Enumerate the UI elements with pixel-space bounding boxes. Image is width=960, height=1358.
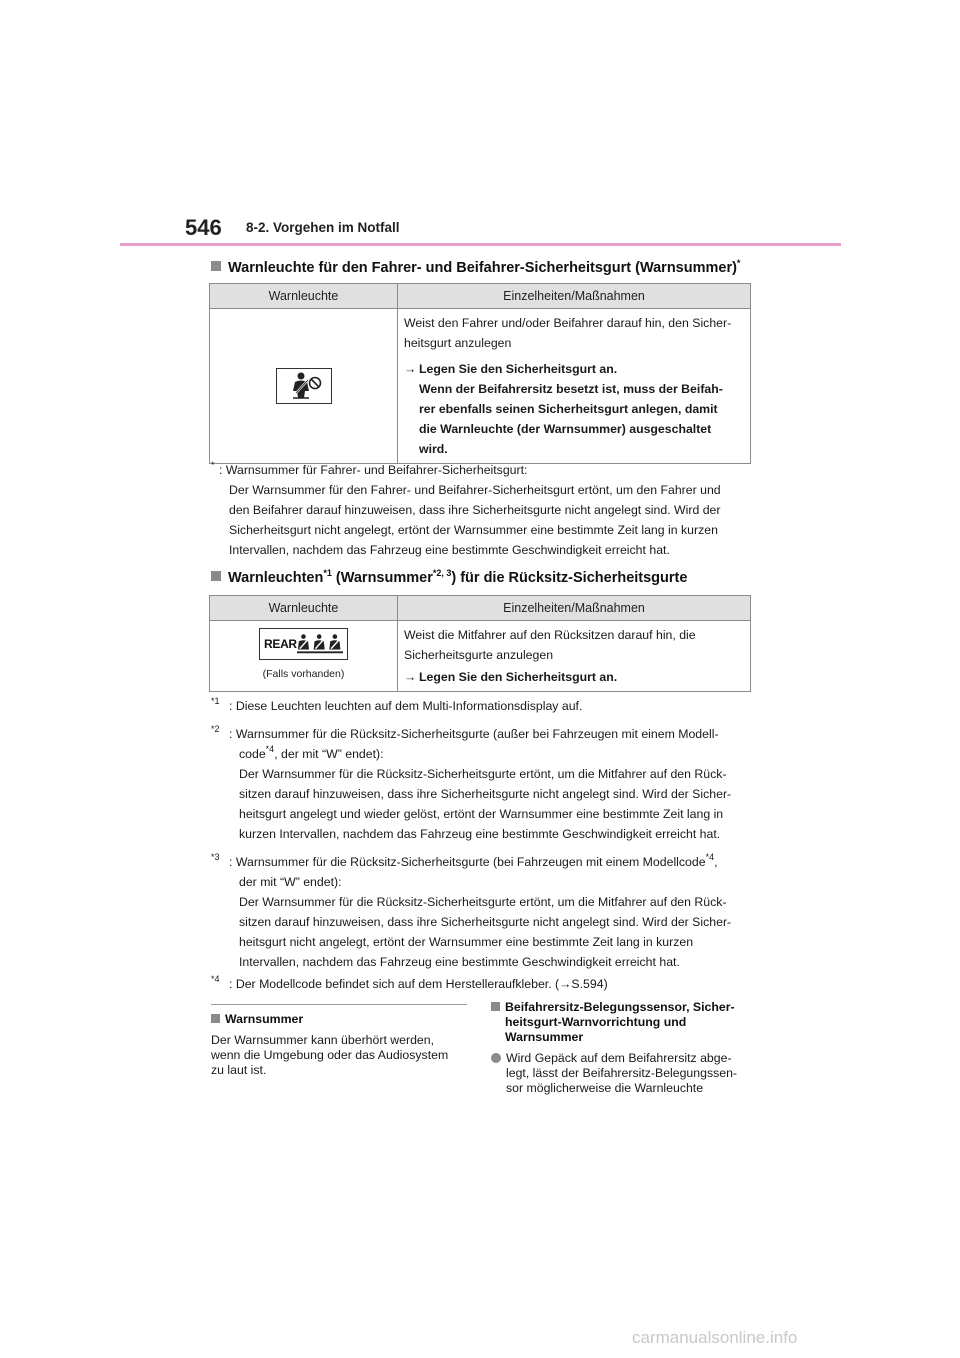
text-line: legt, lässt der Beifahrersitz-Belegungssen-: [506, 1066, 738, 1080]
square-bullet-icon: [211, 261, 221, 271]
footnote-line: heitsgurt nicht angelegt, ertönt der Warnsummer eine bestimmte Zeit lang in kurzen: [239, 935, 694, 949]
footnote-line-with-ref: [239, 744, 756, 764]
footnote-line: : Warnsummer für Fahrer- und Beifahrer-Sicherheitsgurt:: [219, 463, 528, 477]
warnsummer-text: [211, 1033, 448, 1078]
text-line: zu laut ist.: [211, 1063, 267, 1077]
action-line: [404, 359, 744, 379]
footnote-ref: *: [736, 258, 741, 268]
section-heading-rear: [211, 570, 687, 586]
text-line: Wird Gepäck auf dem Beifahrersitz abge-: [506, 1051, 732, 1065]
sensor-heading: [491, 1000, 735, 1045]
action-detail: rer ebenfalls seinen Sicherheitsgurt anlegen, damit: [419, 402, 718, 416]
footnote-mark: *2: [211, 724, 220, 734]
action-detail: wird.: [419, 442, 448, 456]
column-header-details: Einzelheiten/Maßnahmen: [398, 596, 751, 621]
warning-table-front: [209, 283, 751, 464]
indicator-cell: [210, 621, 398, 692]
sensor-bullet: [491, 1051, 737, 1096]
footnote-ref: *4: [705, 852, 715, 862]
heading-text: Beifahrersitz-Belegungssensor, Sicher-: [505, 1000, 735, 1014]
column-header-warnleuchte: Warnleuchte: [210, 596, 398, 621]
column-header-warnleuchte: Warnleuchte: [210, 284, 398, 309]
footnote-text: : Diese Leuchten leuchten auf dem Multi-Informationsdisplay auf.: [229, 699, 583, 713]
indicator-cell: [210, 309, 398, 464]
footnote-line: Intervallen, nachdem das Fahrzeug eine bestimmte Geschwindigkeit erreicht hat.: [229, 543, 670, 557]
footnote-line: Der Warnsummer für die Rücksitz-Sicherheitsgurte ertönt, um die Mitfahrer auf den Rück-: [239, 767, 727, 781]
text-line: Der Warnsummer kann überhört werden,: [211, 1033, 435, 1047]
footnote-line: der mit “W” endet):: [239, 875, 342, 889]
column-header-details: Einzelheiten/Maßnahmen: [398, 284, 751, 309]
footnote-mark: *: [211, 460, 215, 470]
footnote-text-part: : Warnsummer für die Rücksitz-Sicherheitsgurte (bei Fahrzeugen mit einem Modellcode: [229, 855, 706, 869]
chapter-title: 8-2. Vorgehen im Notfall: [246, 220, 400, 235]
footnote-mark: *3: [211, 852, 220, 862]
footnote-line: sitzen darauf hinzuweisen, dass ihre Sicherheitsgurte nicht angelegt sind. Wird der Sicher-: [239, 915, 732, 929]
footnote-line: Intervallen, nachdem das Fahrzeug eine bestimmte Geschwindigkeit erreicht hat.: [239, 955, 680, 969]
square-bullet-icon: [211, 571, 221, 581]
heading-text: Warnsummer: [225, 1012, 304, 1026]
description-cell: [398, 309, 751, 464]
warning-table-rear: [209, 595, 751, 692]
footnote-line: Der Warnsummer für den Fahrer- und Beifahrer-Sicherheitsgurt ertönt, um den Fahrer und: [229, 483, 721, 497]
footnote-line: sitzen darauf hinzuweisen, dass ihre Sicherheitsgurte nicht angelegt sind. Wird der Sicher-: [239, 787, 732, 801]
text-line: wenn die Umgebung oder das Audiosystem: [211, 1048, 449, 1062]
warnsummer-heading: [211, 1012, 303, 1027]
footnote-line: heitsgurt angelegt und wieder gelöst, ertönt der Warnsummer eine bestimmte Zeit lang in: [239, 807, 724, 821]
action-detail: die Warnleuchte (der Warnsummer) ausgeschaltet: [419, 422, 712, 436]
section-heading-text: Warnleuchte für den Fahrer- und Beifahrer-Sicherheitsgurt (Warnsummer): [228, 260, 737, 276]
desc-line: heitsgurt anzulegen: [404, 336, 512, 350]
action-text: Legen Sie den Sicherheitsgurt an.: [419, 670, 618, 684]
arrow-right-icon: →: [404, 362, 417, 376]
arrow-right-icon: →: [404, 670, 417, 684]
footnote-ref: *2, 3: [432, 568, 452, 578]
action-text: Legen Sie den Sicherheitsgurt an.: [419, 362, 618, 376]
heading-part: Warnleuchten: [228, 570, 324, 586]
desc-line: Weist die Mitfahrer auf den Rücksitzen darauf hin, die: [404, 628, 696, 642]
rear-label: REAR: [264, 637, 297, 651]
footnote-block-1: [211, 460, 756, 560]
footnote-line-with-ref: [229, 852, 756, 872]
footnote-ref: *1: [323, 568, 332, 578]
desc-line: Weist den Fahrer und/oder Beifahrer darauf hin, den Sicher-: [404, 316, 732, 330]
heading-text: heitsgurt-Warnvorrichtung und: [505, 1015, 687, 1029]
falls-vorhanden-note: (Falls vorhanden): [262, 668, 345, 680]
footnote-ref: *4: [265, 744, 275, 754]
header-divider: [120, 243, 841, 246]
description-cell: [398, 621, 751, 692]
footnote-mark: *1: [211, 696, 220, 706]
seatbelt-warning-icon: [276, 368, 332, 404]
square-bullet-icon: [211, 1014, 220, 1023]
heading-part: ) für die Rücksitz-Sicherheitsgurte: [451, 570, 688, 586]
circle-bullet-icon: [491, 1053, 501, 1063]
page-number: 546: [185, 215, 222, 240]
rear-seatbelt-warning-icon: [259, 628, 348, 660]
footnote-mark: *4: [211, 974, 220, 984]
footnote-line: kurzen Intervallen, nachdem das Fahrzeug eine bestimmte Geschwindigkeit erreicht hat.: [239, 827, 721, 841]
footnote-text: : Der Modellcode befindet sich auf dem Herstelleraufkleber. (→S.594): [229, 977, 608, 991]
footnote-line: Der Warnsummer für die Rücksitz-Sicherheitsgurte ertönt, um die Mitfahrer auf den Rück-: [239, 895, 727, 909]
footnote-line: Sicherheitsgurt nicht angelegt, ertönt der Warnsummer eine bestimmte Zeit lang in kurzen: [229, 523, 718, 537]
action-detail: Wenn der Beifahrersitz besetzt ist, muss der Beifah-: [419, 382, 723, 396]
watermark: carmanualsonline.info: [632, 1328, 798, 1347]
section-heading-seatbelt: [211, 260, 740, 276]
square-bullet-icon: [491, 1002, 500, 1011]
column-divider: [211, 1004, 467, 1005]
action-line: [404, 667, 744, 687]
footnote-line: den Beifahrer darauf hinzuweisen, dass ihre Sicherheitsgurte nicht angelegt sind. Wird der: [229, 503, 721, 517]
footnote-line: : Warnsummer für die Rücksitz-Sicherheitsgurte (außer bei Fahrzeugen mit einem Modell-: [229, 727, 719, 741]
footnote-text-part: ,: [714, 855, 718, 869]
heading-part: (Warnsummer: [331, 570, 433, 586]
text-line: sor möglicherweise die Warnleuchte: [506, 1081, 704, 1095]
heading-text: Warnsummer: [505, 1030, 584, 1044]
footnote-text-part: code: [239, 747, 266, 761]
desc-line: Sicherheitsgurte anzulegen: [404, 648, 554, 662]
footnote-block-2: [211, 696, 756, 994]
footnote-text-part: , der mit “W” endet):: [274, 747, 384, 761]
